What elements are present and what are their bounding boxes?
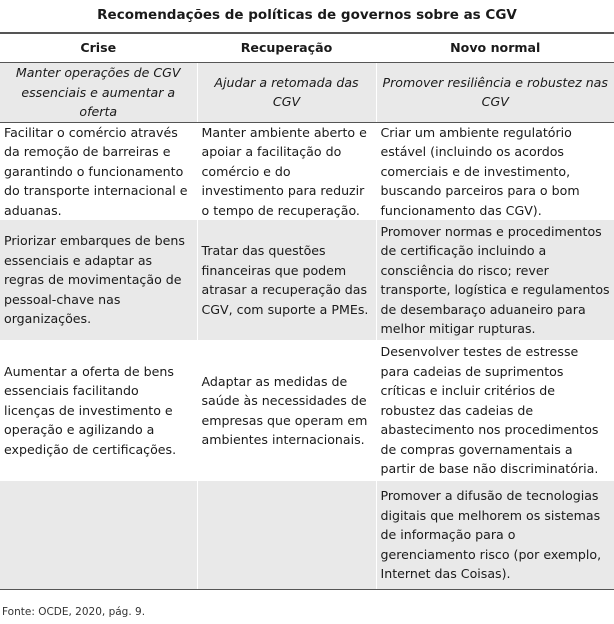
table-cell: Aumentar a oferta de bens essenciais facilitando licenças de investimento e operação e agilizando a expedição de certificações. [4, 363, 177, 457]
subheader-crise: Manter operações de CGV essenciais e aumentar a oferta [0, 63, 197, 123]
table-row [0, 481, 614, 590]
header-recuperacao: Recuperação [197, 33, 376, 63]
policy-table [0, 32, 614, 590]
table-cell: Tratar das questões financeiras que podem atrasar a recuperação das CGV, com suporte a PMEs. [197, 220, 376, 340]
table-cell [0, 481, 197, 590]
table-row [0, 220, 614, 340]
table-title: Recomendações de políticas de governos sobre as CGV [97, 7, 517, 23]
table-cell: Promover normas e procedimentos de certificação incluindo a consciência do risco; rever transporte, logística e regulamentos de desembaraço aduaneiro para melhor mitigar rupturas. [376, 220, 614, 340]
table-cell: Criar um ambiente regulatório estável (incluindo os acordos comerciais e de investimento, buscando parceiros para o bom funcionamento das CGV). [380, 124, 580, 218]
subheader-novo-normal: Promover resiliência e robustez nas CGV [376, 63, 614, 123]
source-note: Fonte: OCDE, 2020, pág. 9. [2, 606, 146, 618]
table-cell [197, 481, 376, 590]
table-row [0, 122, 614, 220]
table-cell: Manter ambiente aberto e apoiar a facilitação do comércio e do investimento para reduzir o tempo de recuperação. [197, 122, 376, 220]
table-cell: Adaptar as medidas de saúde às necessidades de empresas que operam em ambientes internacionais. [197, 340, 376, 481]
table-cell: Facilitar o comércio através da remoção de barreiras e garantindo o funcionamento do transporte internacional e aduanas. [4, 124, 188, 218]
table-cell: Desenvolver testes de estresse para cadeias de suprimentos críticas e incluir critérios de robustez das cadeias de abastecimento nos procedimentos de compras governamentais a partir de base não discriminatória. [380, 344, 599, 477]
subheader-recuperacao: Ajudar a retomada das CGV [197, 63, 376, 123]
subheader-row [0, 63, 614, 123]
table-cell: Promover a difusão de tecnologias digitais que melhorem os sistemas de informação para o gerenciamento risco (por exemplo, Internet das Coisas). [376, 481, 614, 590]
header-novo-normal: Novo normal [376, 33, 614, 63]
table-row [0, 340, 614, 481]
table-cell: Priorizar embarques de bens essenciais e adaptar as regras de movimentação de pessoal-chave nas organizações. [0, 220, 197, 340]
header-row [0, 33, 614, 63]
header-crise: Crise [0, 33, 197, 63]
